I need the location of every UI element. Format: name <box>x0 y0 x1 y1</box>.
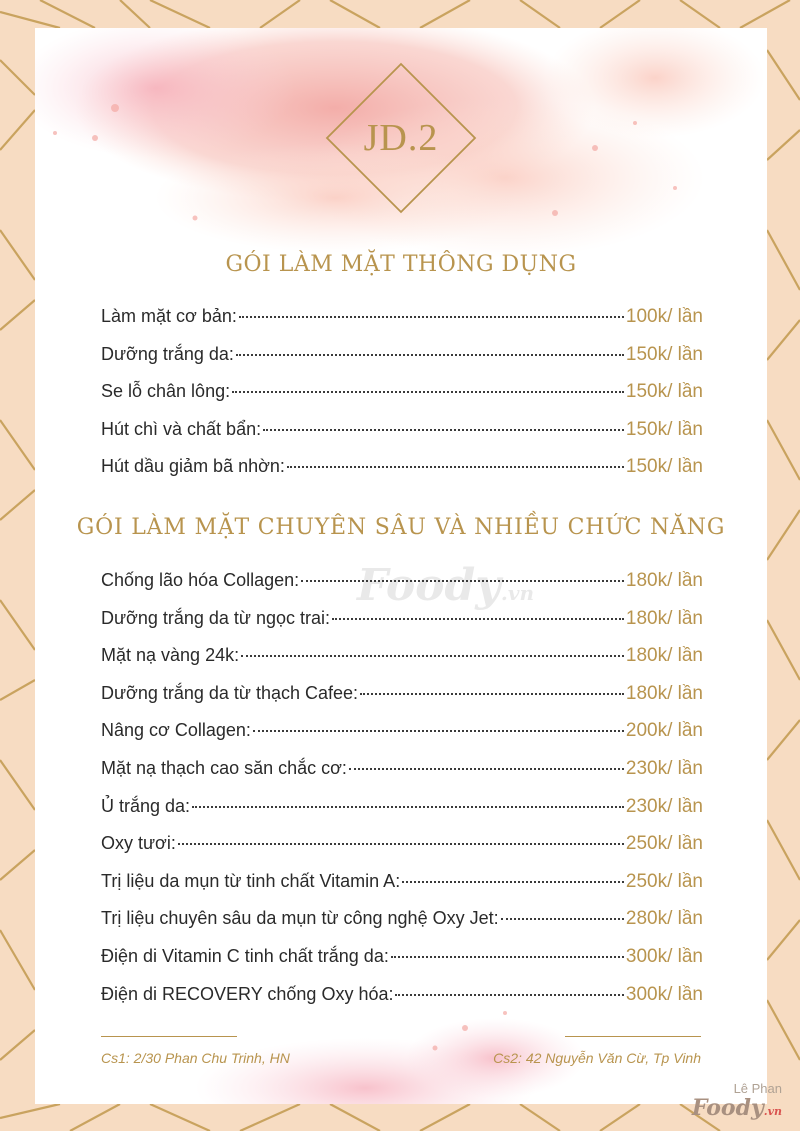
photo-credit <box>692 1082 782 1119</box>
price-row <box>101 796 703 834</box>
address-branch-1: Cs1: 2/30 Phan Chu Trinh, HN <box>101 1050 290 1066</box>
item-price: 200k/ lần <box>625 720 703 742</box>
item-price: 280k/ lần <box>625 908 703 930</box>
credit-brand <box>692 1097 782 1119</box>
dot-leader <box>391 956 624 958</box>
item-name: Hút chì và chất bẩn: <box>101 418 262 439</box>
dot-leader <box>287 466 624 468</box>
item-price: 150k/ lần <box>625 381 703 403</box>
section-title-basic: GÓI LÀM MẶT THÔNG DỤNG <box>225 252 577 277</box>
item-price: 150k/ lần <box>625 456 703 478</box>
price-row <box>101 683 703 721</box>
dot-leader <box>360 693 624 695</box>
basic-price-list <box>101 306 703 494</box>
price-row <box>101 419 703 457</box>
price-row <box>101 570 703 608</box>
credit-brand-main: Foody <box>691 1095 764 1121</box>
watermark-suffix: .vn <box>500 581 534 605</box>
dot-leader <box>236 354 624 356</box>
price-row <box>101 306 703 344</box>
dot-leader <box>332 618 624 620</box>
item-name: Điện di Vitamin C tinh chất trắng da: <box>101 945 389 966</box>
item-price: 300k/ lần <box>625 983 703 1005</box>
item-price: 180k/ lần <box>625 645 703 667</box>
footer-divider-left <box>101 1036 237 1037</box>
item-name: Oxy tươi: <box>101 833 176 854</box>
footer-divider-right <box>565 1036 701 1037</box>
dot-leader <box>239 316 624 318</box>
address-branch-2: Cs2: 42 Nguyễn Văn Cừ, Tp Vinh <box>493 1050 701 1066</box>
advanced-price-list <box>101 570 703 1021</box>
dot-leader <box>241 655 624 657</box>
dot-leader <box>501 918 624 920</box>
price-row <box>101 608 703 646</box>
item-name: Dưỡng trắng da từ ngọc trai: <box>101 607 331 628</box>
item-price: 250k/ lần <box>625 870 703 892</box>
credit-brand-suffix: .vn <box>763 1105 782 1118</box>
dot-leader <box>232 391 624 393</box>
item-name: Ủ trắng da: <box>101 795 191 816</box>
item-name: Mặt nạ thạch cao săn chắc cơ: <box>101 757 347 778</box>
item-price: 250k/ lần <box>625 833 703 855</box>
dot-leader <box>178 843 624 845</box>
price-row <box>101 984 703 1022</box>
section-title-advanced: GÓI LÀM MẶT CHUYÊN SÂU VÀ NHIỀU CHỨC NĂNG <box>76 515 726 540</box>
item-price: 300k/ lần <box>625 945 703 967</box>
item-name: Mặt nạ vàng 24k: <box>101 645 240 666</box>
item-name: Trị liệu chuyên sâu da mụn từ công nghệ Oxy Jet: <box>101 908 499 929</box>
price-row <box>101 381 703 419</box>
item-name: Dưỡng trắng da từ thạch Cafee: <box>101 682 359 703</box>
price-row <box>101 908 703 946</box>
dot-leader <box>395 994 623 996</box>
price-row <box>101 344 703 382</box>
watermark-main: Foody <box>357 560 501 611</box>
price-row <box>101 833 703 871</box>
item-price: 150k/ lần <box>625 343 703 365</box>
price-row <box>101 758 703 796</box>
item-name: Làm mặt cơ bản: <box>101 306 237 326</box>
item-name: Điện di RECOVERY chống Oxy hóa: <box>101 983 394 1004</box>
item-price: 230k/ lần <box>625 757 703 779</box>
dot-leader <box>253 730 624 732</box>
item-price: 180k/ lần <box>625 570 703 591</box>
dot-leader <box>301 580 624 582</box>
brand-logo <box>325 62 477 214</box>
item-name: Chống lão hóa Collagen: <box>101 570 300 590</box>
item-name: Hút dầu giảm bã nhờn: <box>101 456 285 477</box>
item-name: Trị liệu da mụn từ tinh chất Vitamin A: <box>101 870 401 891</box>
item-name: Se lỗ chân lông: <box>101 381 231 402</box>
price-row <box>101 456 703 494</box>
dot-leader <box>263 429 624 431</box>
dot-leader <box>349 768 624 770</box>
item-price: 230k/ lần <box>625 795 703 817</box>
dot-leader <box>192 806 624 808</box>
price-row <box>101 871 703 909</box>
item-name: Nâng cơ Collagen: <box>101 720 251 741</box>
item-price: 180k/ lần <box>625 682 703 704</box>
item-name: Dưỡng trắng da: <box>101 343 234 364</box>
price-row <box>101 946 703 984</box>
logo-text: JD.2 <box>363 117 439 159</box>
menu-card <box>35 28 767 1104</box>
price-row <box>101 720 703 758</box>
item-price: 100k/ lần <box>625 306 703 327</box>
item-price: 150k/ lần <box>625 418 703 440</box>
dot-leader <box>402 881 624 883</box>
item-price: 180k/ lần <box>625 607 703 629</box>
credit-author: Lê Phan <box>733 1081 782 1096</box>
price-row <box>101 645 703 683</box>
